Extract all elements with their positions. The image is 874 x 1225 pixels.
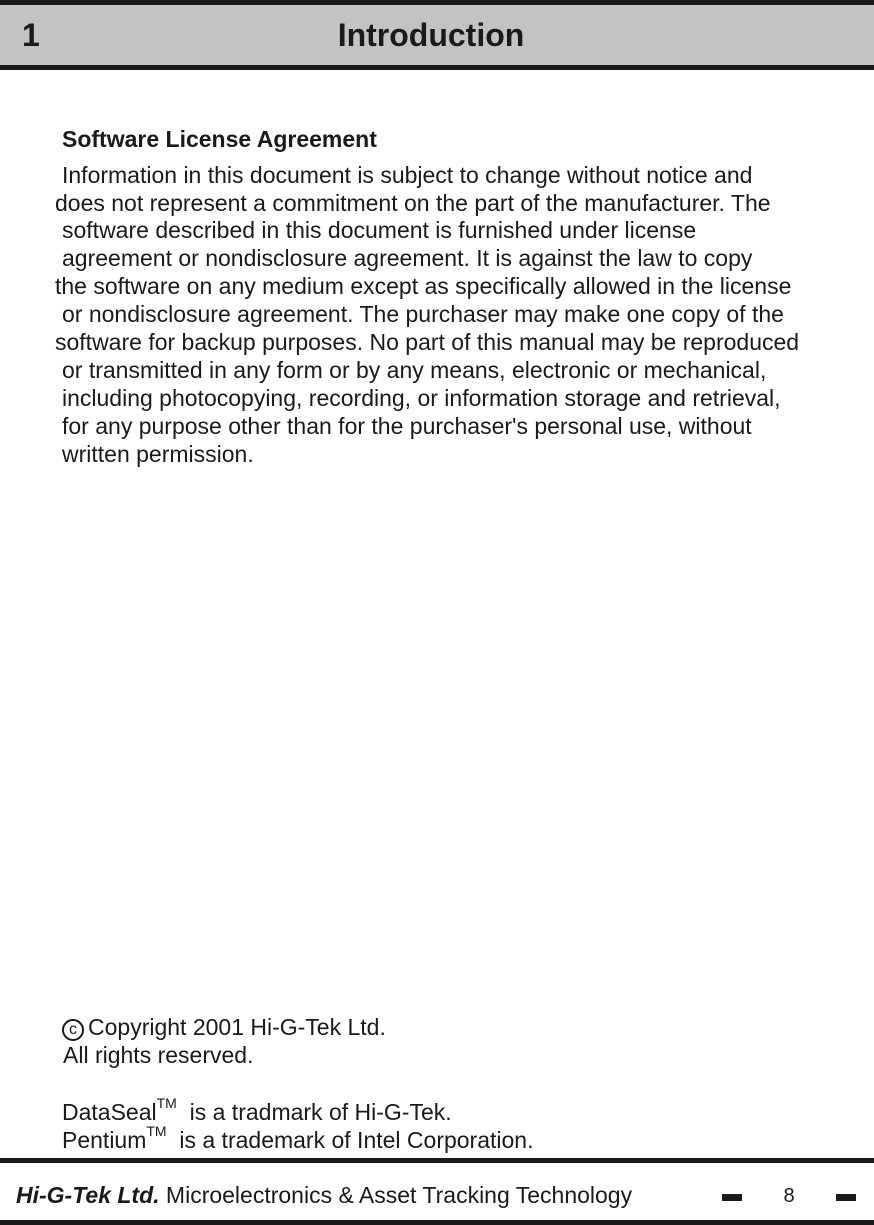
license-line: written permission. [62,441,254,467]
license-line: software described in this document is furnished under license [62,217,697,243]
license-line: Information in this document is subject to change without notice and [62,162,753,188]
copyright-notice [62,1012,386,1042]
license-line: agreement or nondisclosure agreement. It is against the law to copy [62,245,753,271]
pentium-name: Pentium [62,1127,147,1153]
license-line: the software on any medium except as specifically allowed in the license [55,273,792,299]
dataseal-name: DataSeal [62,1099,157,1125]
dataseal-tm-mark: TM [156,1095,177,1111]
copyright-text: Copyright 2001 Hi-G-Tek Ltd. [88,1014,386,1040]
page-number: 8 [783,1185,795,1207]
pentium-tm-mark: TM [146,1123,167,1139]
chapter-header [0,0,874,70]
page-dash-right [836,1194,856,1201]
page-dash-left [722,1194,742,1201]
footer-text [16,1181,632,1209]
rights-reserved: All rights reserved. [63,1042,254,1068]
dataseal-trademark [62,1097,452,1127]
license-line: for any purpose other than for the purchaser's personal use, without [62,413,752,439]
chapter-number: 1 [22,17,40,53]
footer-tagline: Microelectronics & Asset Tracking Technology [165,1182,633,1208]
chapter-title: Introduction [337,17,525,53]
section-title: Software License Agreement [62,126,377,152]
footer-company: Hi-G-Tek Ltd. [16,1182,160,1208]
license-line: including photocopying, recording, or information storage and retrieval, [62,385,781,411]
license-line: does not represent a commitment on the part of the manufacturer. The [55,190,771,216]
dataseal-text: is a tradmark of Hi-G-Tek. [189,1099,452,1125]
license-line: or nondisclosure agreement. The purchaser may make one copy of the [62,301,784,327]
license-line: or transmitted in any form or by any means, electronic or mechanical, [62,357,767,383]
pentium-trademark [62,1125,533,1155]
page-footer [0,1158,874,1225]
pentium-text: is a trademark of Intel Corporation. [179,1127,534,1153]
copyright-icon: c [62,1019,84,1041]
license-line: software for backup purposes. No part of this manual may be reproduced [55,329,800,355]
